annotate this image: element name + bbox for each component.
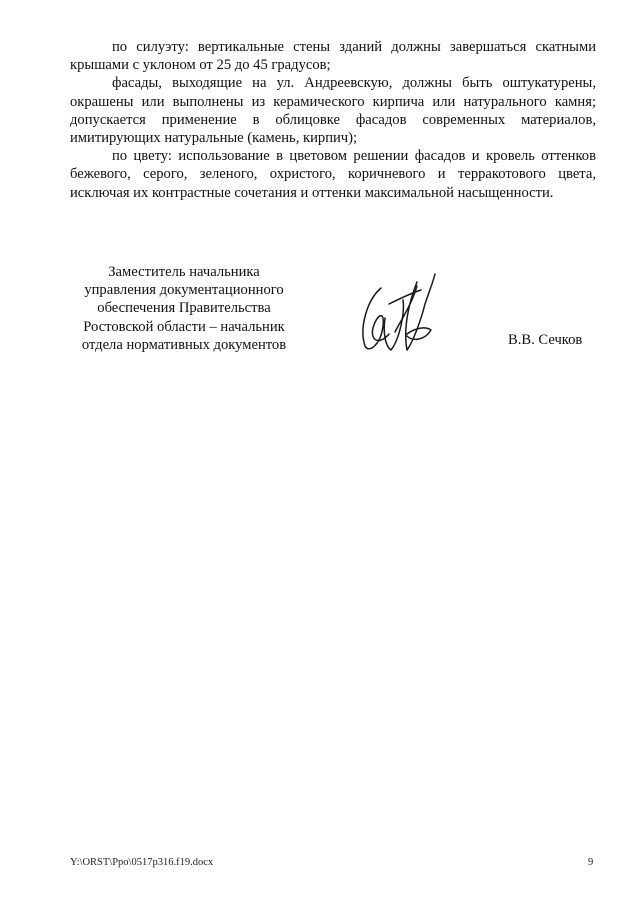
document-body bbox=[70, 38, 596, 202]
signatory-title-line: отдела нормативных документов bbox=[81, 336, 287, 353]
footer-file-path: Y:\ORST\Ppo\0517p316.f19.docx bbox=[70, 857, 214, 868]
signatory-title-line: управления документационного bbox=[84, 282, 284, 299]
signatory-title bbox=[66, 263, 302, 354]
signatory-title-line: Ростовской области – начальник bbox=[83, 318, 285, 335]
page-number: 9 bbox=[588, 857, 594, 868]
paragraph-color: по цвету: использование в цветовом решении фасадов и кровель оттенков бежевого, серого, зеленого, охристого, коричневого и терракотового цвета, исключая их контрастные сочетания и оттенки максимальной насыщенности. bbox=[70, 148, 596, 201]
paragraph-facades: фасады, выходящие на ул. Андреевскую, должны быть оштукатурены, окрашены или выполнены из керамического кирпича или натурального камня; допускается применение в облицовке фасадов современных материалов, имитирующих натуральные (камень, кирпич); bbox=[70, 75, 596, 147]
paragraph-silhouette: по силуэту: вертикальные стены зданий должны завершаться скатными крышами с уклоном от 25 до 45 градусов; bbox=[70, 39, 596, 74]
signatory-title-line: обеспечения Правительства bbox=[97, 300, 271, 317]
signer-name: В.В. Сечков bbox=[508, 332, 583, 348]
signatory-title-line: Заместитель начальника bbox=[108, 264, 260, 280]
handwritten-signature bbox=[355, 270, 440, 355]
